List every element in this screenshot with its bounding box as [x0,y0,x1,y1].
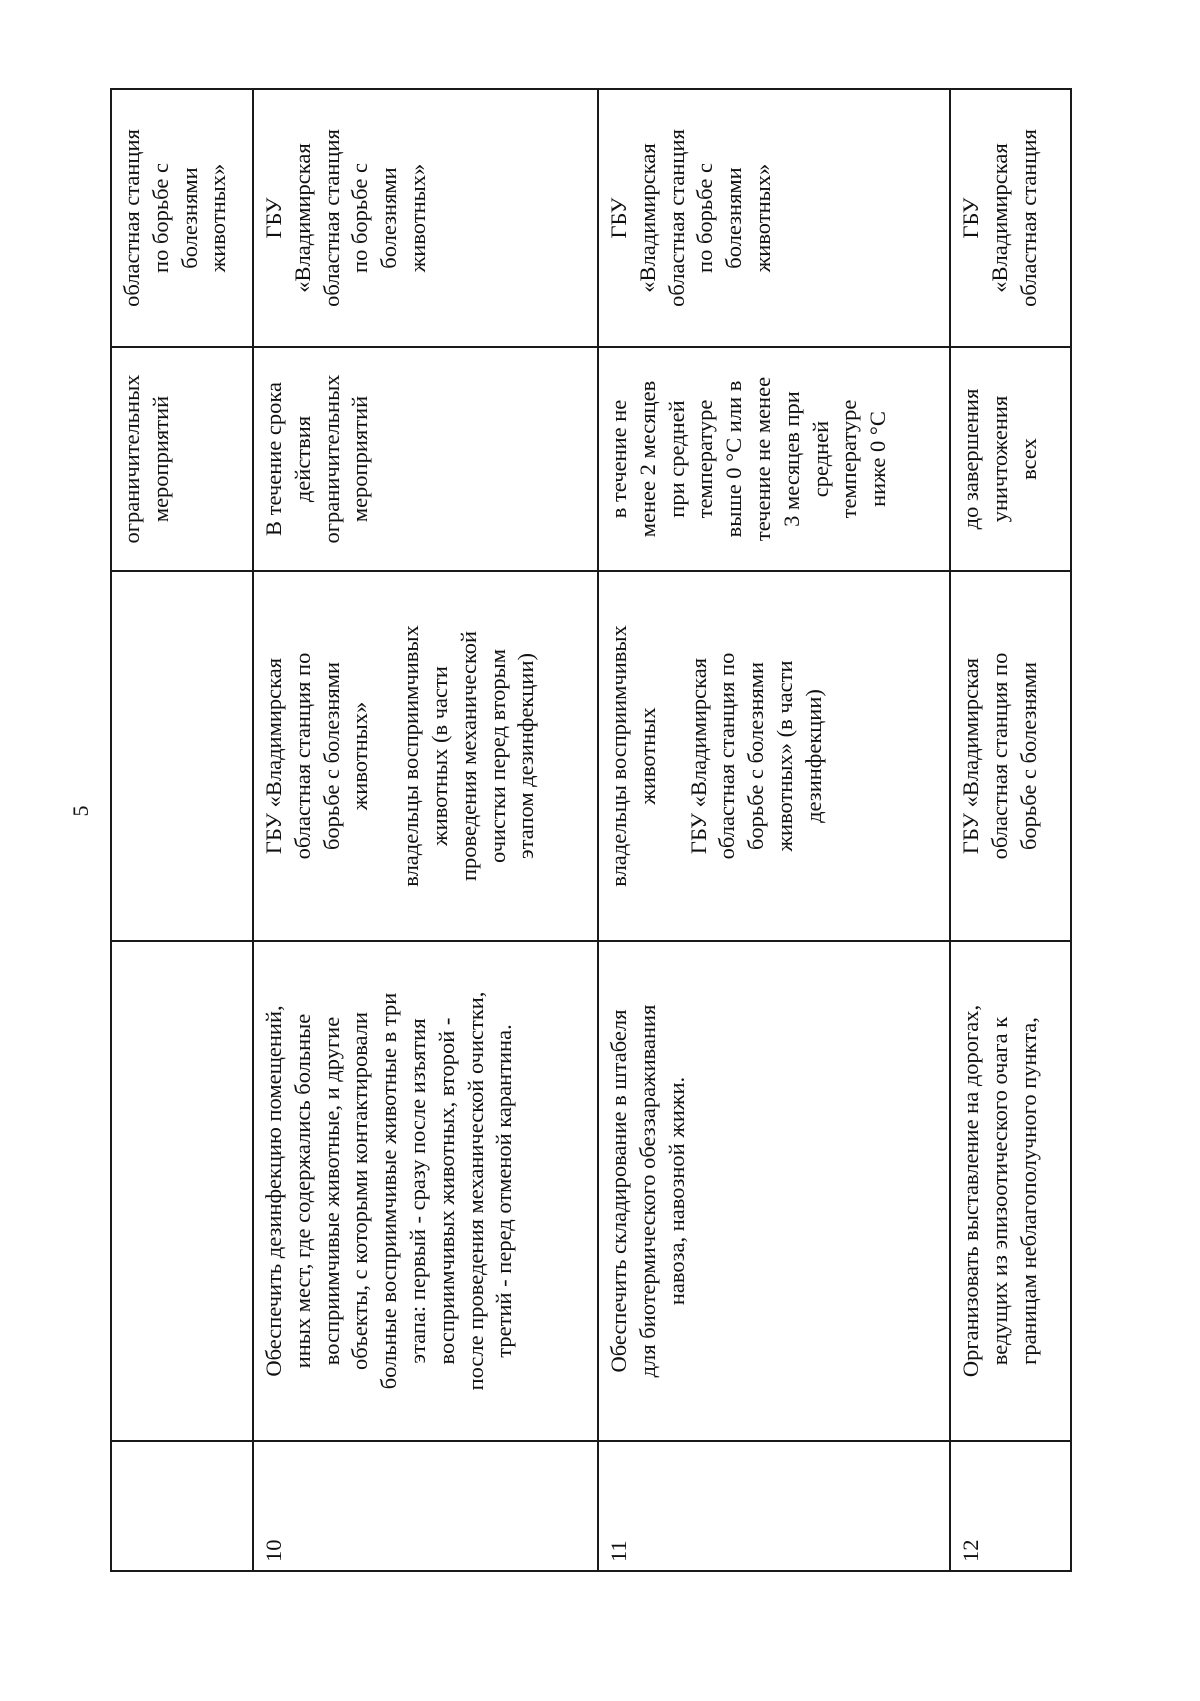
executor-entry: ГБУ «Владимирская областная станция по борьбе с болезнями животных» (в части дезинфекции) [685,652,826,860]
page-number: 5 [68,805,93,817]
cell-term: до завершения уничтожения всех [950,347,1071,571]
cell-responsible: ГБУ «Владимирская областная станция по борьбе с болезнями животных» [253,89,598,347]
executor-entry: ГБУ «Владимирская областная станция по борьбе с болезнями [958,652,1041,860]
cell-term: в течение не менее 2 месяцев при средней температуре выше 0 °С или в течение не менее 3 месяцев при средней температуре ниже 0 °С [598,347,950,571]
cell-task: Обеспечить складирование в штабеля для биотермического обеззараживания навоза, навозной жижи. [598,941,950,1441]
cell-task: Организовать выставление на дорогах, ведущих из эпизоотического очага к границам неблагополучного пункта, [950,941,1071,1441]
table-row [253,89,598,1571]
measures-table-rotated [110,90,1070,1572]
table-row [598,89,950,1571]
cell-term: ограничительных мероприятий [111,347,253,571]
cell-number: 12 [950,1441,1071,1571]
table-row [950,89,1071,1571]
cell-executor [111,571,253,941]
executor-gap [375,580,397,932]
cell-responsible: ГБУ «Владимирская областная станция по борьбе с болезнями животных» [598,89,950,347]
measures-table [110,88,1072,1572]
cell-task: Обеспечить дезинфекцию помещений, иных мест, где содержались больные восприимчивые животные, и другие объекты, с которыми контактировали больные восприимчивые животные в три этапа: первый - сразу после изъятия восприимчивых животных, второй - после проведения механической очистки, третий - перед отменой карантина. [253,941,598,1441]
table-row [111,89,253,1571]
cell-responsible: ГБУ «Владимирская областная станция [950,89,1071,347]
executor-entry: владельцы восприимчивых животных (в части проведения механической очистки перед вторым этапом дезинфекции) [398,625,539,887]
cell-responsible: областная станция по борьбе с болезнями животных» [111,89,253,347]
cell-executor [950,571,1071,941]
cell-task [111,941,253,1441]
executor-entry: владельцы восприимчивых животных [606,625,660,887]
cell-executor [598,571,950,941]
cell-executor [253,571,598,941]
executor-entry: ГБУ «Владимирская областная станция по борьбе с болезнями животных» [261,652,373,860]
executor-gap [663,580,685,932]
cell-number [111,1441,253,1571]
cell-number: 11 [598,1441,950,1571]
cell-number: 10 [253,1441,598,1571]
cell-term: В течение срока действия ограничительных мероприятий [253,347,598,571]
